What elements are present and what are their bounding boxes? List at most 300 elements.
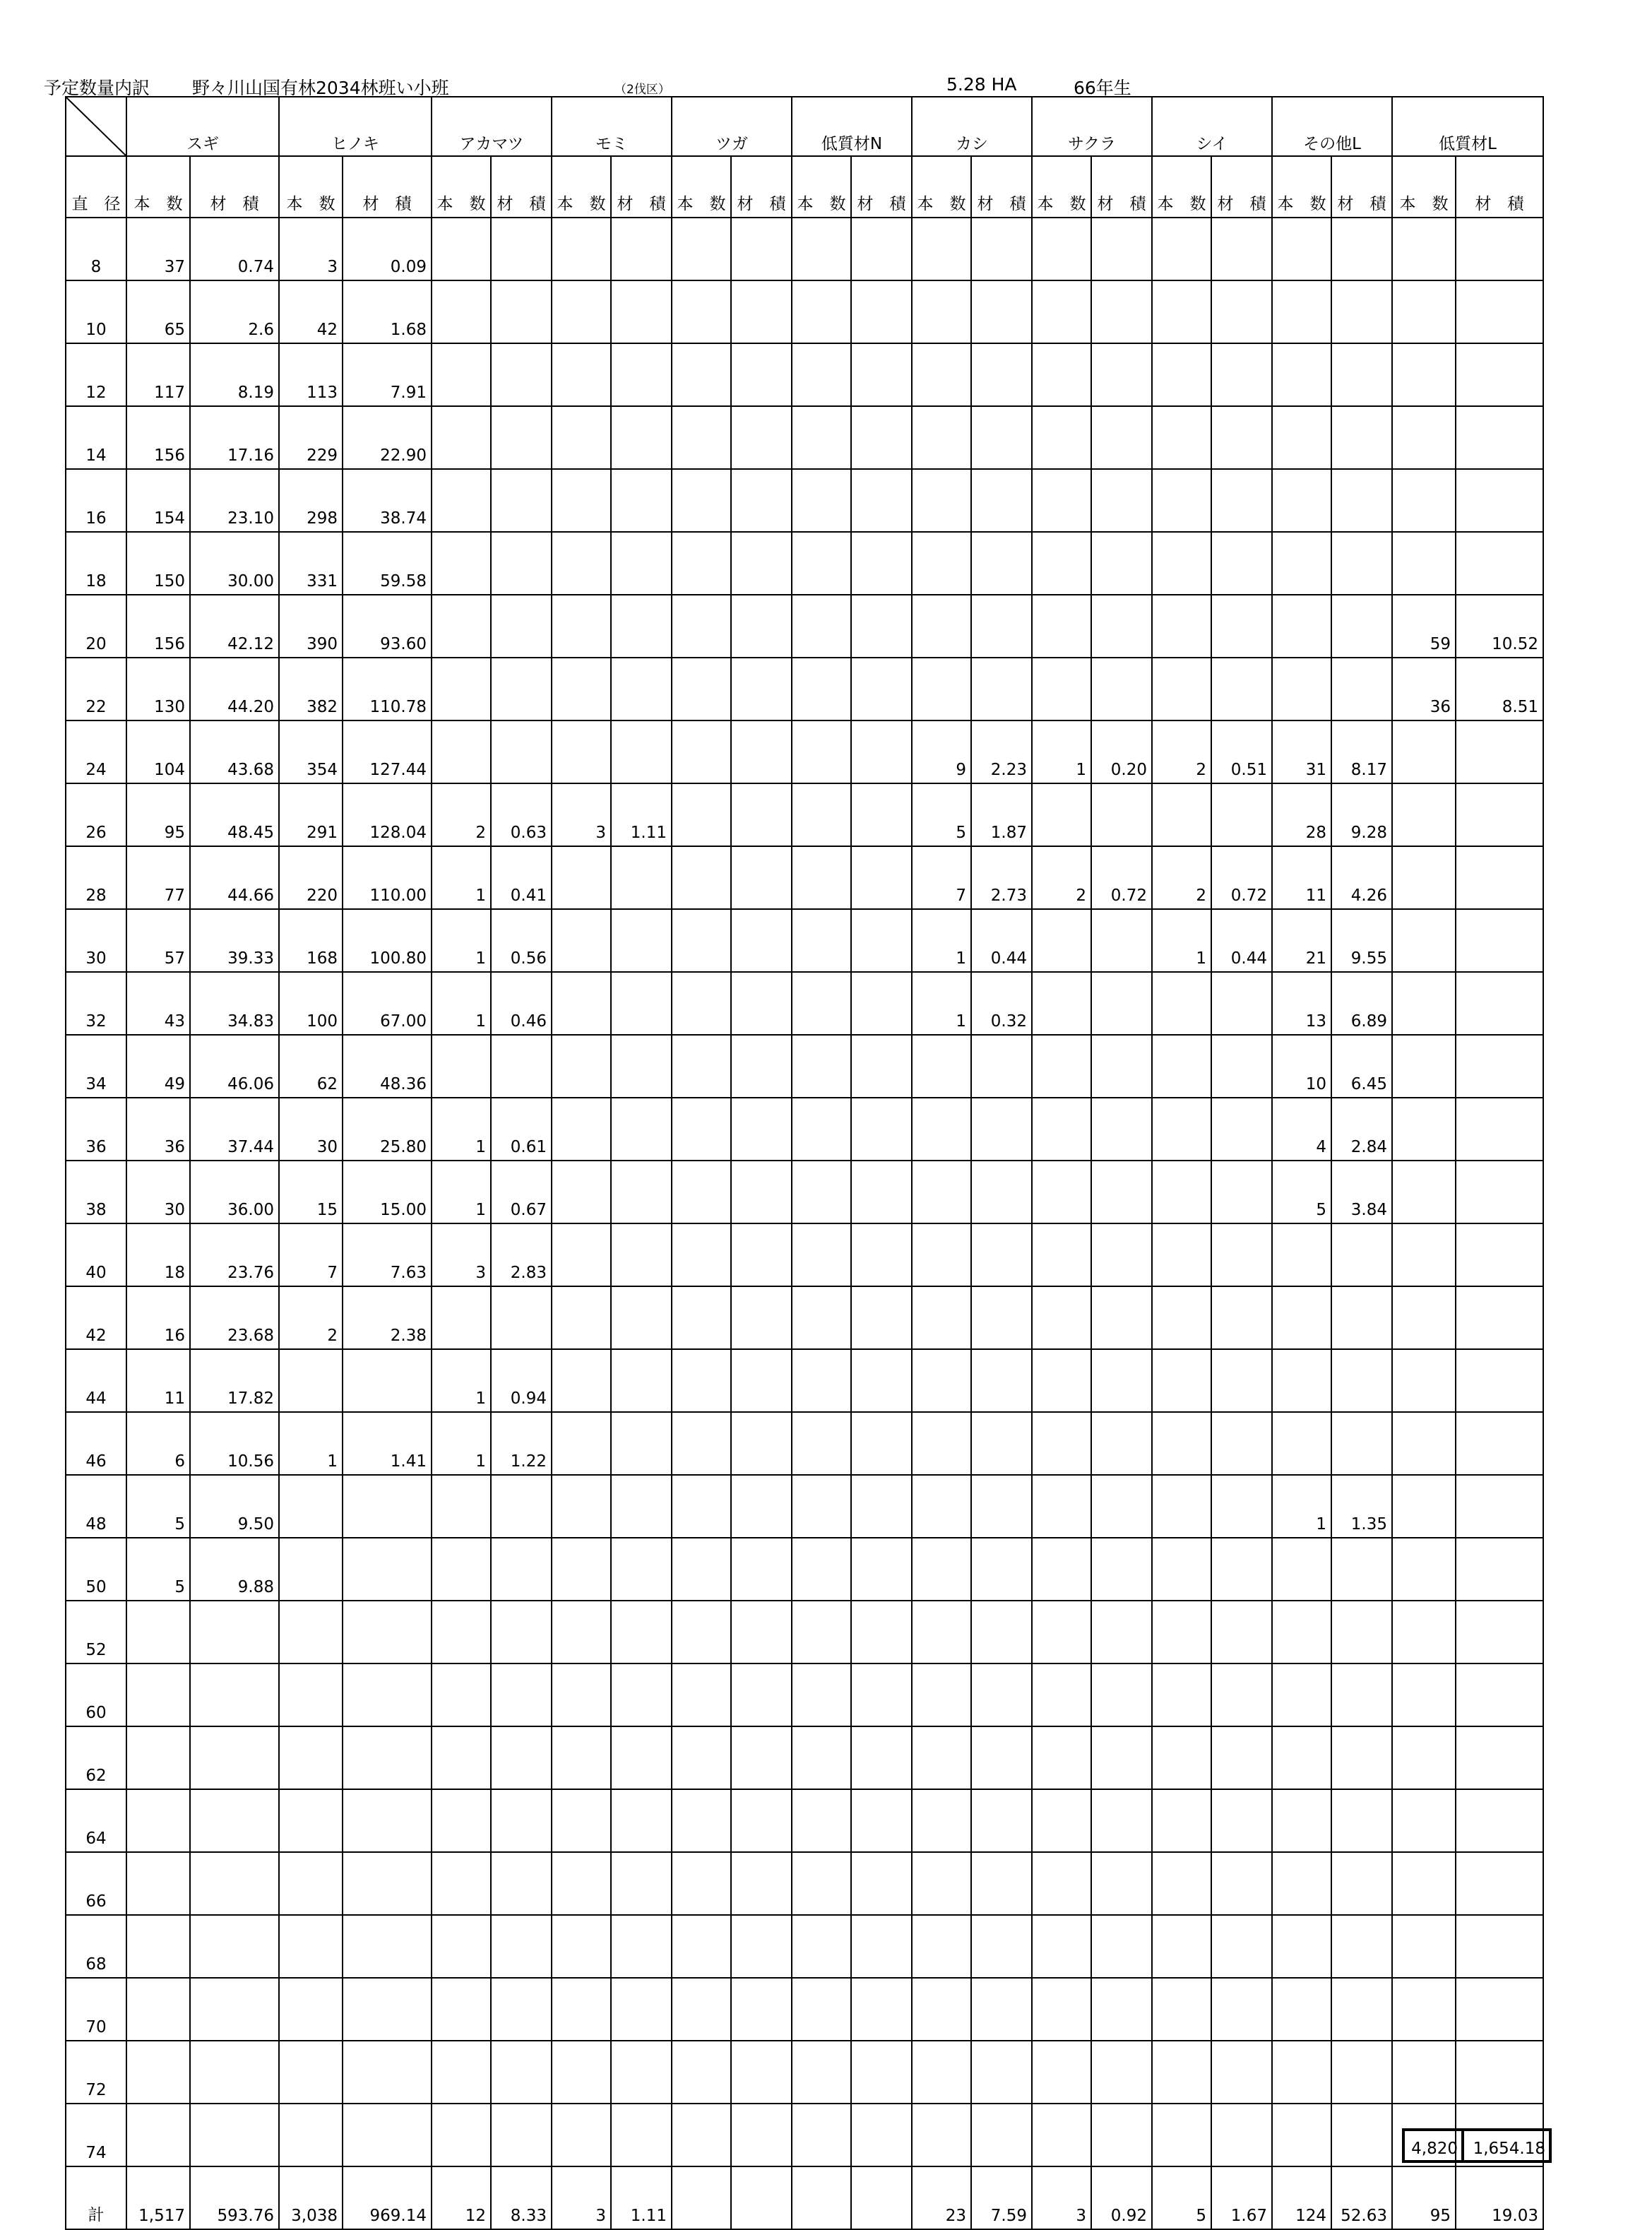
count-cell: 3 — [552, 2166, 611, 2229]
diameter-cell: 20 — [66, 595, 126, 658]
volume-cell: 48.36 — [343, 1035, 432, 1098]
volume-cell — [1091, 1349, 1152, 1412]
volume-cell: 23.68 — [190, 1286, 279, 1349]
volume-cell — [190, 1915, 279, 1978]
count-cell — [792, 846, 851, 909]
count-cell — [792, 909, 851, 972]
count-cell — [1272, 532, 1331, 595]
volume-cell — [731, 846, 792, 909]
volume-cell — [343, 1663, 432, 1726]
count-cell — [1032, 1223, 1091, 1286]
volume-cell — [190, 1978, 279, 2041]
count-cell — [552, 1978, 611, 2041]
count-cell: 13 — [1272, 972, 1331, 1035]
volume-cell — [1211, 1538, 1272, 1601]
count-cell — [279, 2104, 343, 2166]
count-cell — [912, 406, 971, 469]
count-cell — [792, 972, 851, 1035]
count-cell — [1152, 1098, 1211, 1161]
count-cell: 154 — [126, 469, 190, 532]
count-cell — [1032, 280, 1091, 343]
volume-cell: 0.74 — [190, 218, 279, 280]
volume-cell — [491, 343, 552, 406]
count-cell — [1272, 2104, 1331, 2166]
count-cell: 30 — [126, 1161, 190, 1223]
count-cell: 168 — [279, 909, 343, 972]
count-cell — [1272, 406, 1331, 469]
volume-cell — [1091, 1035, 1152, 1098]
count-cell — [912, 2104, 971, 2166]
count-cell — [672, 1663, 731, 1726]
count-cell — [912, 658, 971, 720]
volume-cell — [491, 1035, 552, 1098]
volume-cell — [1456, 783, 1543, 846]
volume-cell: 42.12 — [190, 595, 279, 658]
volume-cell — [343, 1978, 432, 2041]
table-row — [66, 280, 1543, 343]
count-cell: 5 — [912, 783, 971, 846]
count-cell — [1152, 1601, 1211, 1663]
volume-cell: 0.67 — [491, 1161, 552, 1223]
volume-cell: 6.89 — [1331, 972, 1392, 1035]
count-cell — [912, 1663, 971, 1726]
count-cell: 220 — [279, 846, 343, 909]
volume-cell: 39.33 — [190, 909, 279, 972]
count-cell — [1392, 406, 1456, 469]
count-cell: 36 — [126, 1098, 190, 1161]
diameter-cell: 64 — [66, 1789, 126, 1852]
count-cell: 37 — [126, 218, 190, 280]
volume-cell — [1091, 469, 1152, 532]
count-cell: 30 — [279, 1098, 343, 1161]
volume-cell — [731, 595, 792, 658]
volume-cell — [611, 469, 672, 532]
count-cell — [432, 595, 491, 658]
volume-cell — [611, 1852, 672, 1915]
volume-cell — [611, 1349, 672, 1412]
diameter-cell: 34 — [66, 1035, 126, 1098]
count-cell — [1032, 406, 1091, 469]
count-cell — [912, 1223, 971, 1286]
volume-cell — [1211, 783, 1272, 846]
count-cell — [1032, 218, 1091, 280]
volume-cell — [851, 1161, 912, 1223]
volume-cell — [1211, 406, 1272, 469]
count-cell — [912, 595, 971, 658]
volume-cell: 100.80 — [343, 909, 432, 972]
count-cell: 6 — [126, 1412, 190, 1475]
count-cell — [279, 1789, 343, 1852]
volume-cell — [611, 1915, 672, 1978]
count-cell — [672, 1098, 731, 1161]
count-cell: 1 — [279, 1412, 343, 1475]
table-row — [66, 1035, 1543, 1098]
count-cell — [552, 406, 611, 469]
volume-cell — [851, 1412, 912, 1475]
table-row — [66, 1538, 1543, 1601]
volume-cell — [1456, 343, 1543, 406]
volume-cell — [1456, 1098, 1543, 1161]
count-cell — [1032, 1852, 1091, 1915]
volume-cell — [1456, 1035, 1543, 1098]
volume-cell — [1331, 406, 1392, 469]
volume-cell: 17.16 — [190, 406, 279, 469]
volume-cell — [731, 972, 792, 1035]
count-cell — [672, 280, 731, 343]
column-subheader-row — [66, 156, 1543, 218]
count-cell: 31 — [1272, 720, 1331, 783]
count-cell — [792, 406, 851, 469]
volume-cell: 0.61 — [491, 1098, 552, 1161]
count-cell — [912, 1098, 971, 1161]
volume-breakdown-table — [65, 96, 1544, 2230]
total-row — [66, 2166, 1543, 2229]
count-cell — [672, 972, 731, 1035]
volume-cell — [611, 2104, 672, 2166]
count-cell — [279, 1475, 343, 1538]
count-cell — [279, 1349, 343, 1412]
volume-cell — [971, 1915, 1032, 1978]
volume-cell — [1456, 1663, 1543, 1726]
volume-cell — [1211, 1915, 1272, 1978]
count-cell: 95 — [126, 783, 190, 846]
count-cell: 10 — [1272, 1035, 1331, 1098]
count-cell — [672, 1161, 731, 1223]
count-cell — [672, 469, 731, 532]
count-cell — [792, 1663, 851, 1726]
count-cell — [1392, 1349, 1456, 1412]
volume-cell — [190, 1789, 279, 1852]
table-row — [66, 1789, 1543, 1852]
count-cell — [552, 1601, 611, 1663]
volume-cell: 0.46 — [491, 972, 552, 1035]
volume-cell — [1091, 1286, 1152, 1349]
count-cell — [1032, 2104, 1091, 2166]
volume-cell — [1331, 1852, 1392, 1915]
diameter-cell: 68 — [66, 1915, 126, 1978]
volume-cell — [343, 1349, 432, 1412]
volume-cell: 1.68 — [343, 280, 432, 343]
count-cell — [1032, 1412, 1091, 1475]
volume-cell — [731, 2041, 792, 2104]
count-cell — [1032, 469, 1091, 532]
volume-cell — [1331, 1223, 1392, 1286]
cutting-district: （2伐区） — [614, 83, 670, 97]
count-cell: 390 — [279, 595, 343, 658]
count-cell: 331 — [279, 532, 343, 595]
volume-cell — [731, 1286, 792, 1349]
volume-cell: 8.19 — [190, 343, 279, 406]
volume-cell — [1331, 1726, 1392, 1789]
diameter-cell: 28 — [66, 846, 126, 909]
volume-cell — [491, 2104, 552, 2166]
volume-cell — [1331, 595, 1392, 658]
count-cell — [1392, 1726, 1456, 1789]
count-cell — [126, 1915, 190, 1978]
diameter-cell: 72 — [66, 2041, 126, 2104]
count-cell: 104 — [126, 720, 190, 783]
count-cell — [1032, 1915, 1091, 1978]
count-cell — [552, 1915, 611, 1978]
count-cell — [792, 1852, 851, 1915]
count-cell — [792, 595, 851, 658]
volume-cell — [1211, 343, 1272, 406]
volume-cell — [971, 343, 1032, 406]
volume-cell — [1331, 1978, 1392, 2041]
species-header: アカマツ — [432, 97, 552, 156]
volume-cell — [611, 1475, 672, 1538]
count-cell — [672, 343, 731, 406]
volume-cell — [971, 2041, 1032, 2104]
volume-cell — [611, 1789, 672, 1852]
count-cell: 156 — [126, 595, 190, 658]
count-cell — [1392, 1789, 1456, 1852]
count-cell — [1392, 783, 1456, 846]
volume-cell: 0.92 — [1091, 2166, 1152, 2229]
volume-cell: 8.33 — [491, 2166, 552, 2229]
count-cell — [1272, 1852, 1331, 1915]
count-cell — [672, 783, 731, 846]
volume-cell — [1211, 1601, 1272, 1663]
volume-cell — [1456, 1475, 1543, 1538]
count-cell — [912, 2041, 971, 2104]
count-cell — [432, 1978, 491, 2041]
volume-cell — [971, 1412, 1032, 1475]
count-cell — [1272, 1601, 1331, 1663]
count-cell — [1392, 846, 1456, 909]
volume-cell — [851, 343, 912, 406]
volume-cell: 0.51 — [1211, 720, 1272, 783]
volume-cell — [611, 2041, 672, 2104]
diameter-cell: 60 — [66, 1663, 126, 1726]
volume-cell — [1456, 1852, 1543, 1915]
volume-cell — [971, 1852, 1032, 1915]
volume-cell — [611, 406, 672, 469]
volume-cell: 2.84 — [1331, 1098, 1392, 1161]
volume-cell: 30.00 — [190, 532, 279, 595]
diameter-cell: 26 — [66, 783, 126, 846]
count-cell: 23 — [912, 2166, 971, 2229]
count-cell — [126, 1852, 190, 1915]
volume-cell — [1456, 406, 1543, 469]
volume-cell: 593.76 — [190, 2166, 279, 2229]
count-cell — [1152, 1726, 1211, 1789]
volume-cell: 46.06 — [190, 1035, 279, 1098]
count-cell — [552, 1223, 611, 1286]
count-cell — [552, 1852, 611, 1915]
count-cell — [552, 280, 611, 343]
volume-cell — [1091, 658, 1152, 720]
count-cell — [1392, 218, 1456, 280]
volume-cell — [731, 532, 792, 595]
volume-cell: 127.44 — [343, 720, 432, 783]
diameter-cell: 46 — [66, 1412, 126, 1475]
count-cell — [279, 1726, 343, 1789]
volume-cell — [1456, 1789, 1543, 1852]
count-cell — [432, 469, 491, 532]
table-row — [66, 1286, 1543, 1349]
volume-cell — [190, 2104, 279, 2166]
count-cell — [912, 1852, 971, 1915]
count-cell — [1152, 1475, 1211, 1538]
volume-cell — [1211, 972, 1272, 1035]
count-header: 本 数 — [279, 156, 343, 218]
volume-cell — [491, 1852, 552, 1915]
volume-cell — [1456, 846, 1543, 909]
species-header: モミ — [552, 97, 672, 156]
volume-cell: 0.44 — [1211, 909, 1272, 972]
table-row — [66, 1412, 1543, 1475]
volume-cell — [491, 2041, 552, 2104]
count-cell — [1152, 406, 1211, 469]
count-cell: 95 — [1392, 2166, 1456, 2229]
volume-header: 材 積 — [731, 156, 792, 218]
volume-cell — [851, 846, 912, 909]
count-cell — [279, 1663, 343, 1726]
count-cell — [432, 2104, 491, 2166]
volume-cell — [611, 1978, 672, 2041]
volume-cell — [851, 658, 912, 720]
count-cell — [672, 1475, 731, 1538]
count-cell — [552, 1663, 611, 1726]
volume-cell — [343, 1601, 432, 1663]
count-cell — [912, 1538, 971, 1601]
count-cell — [792, 658, 851, 720]
volume-cell — [1331, 1789, 1392, 1852]
count-cell — [1272, 1915, 1331, 1978]
report-title: 予定数量内訳 — [44, 78, 150, 98]
diagonal-line — [66, 97, 126, 155]
count-cell — [1272, 1286, 1331, 1349]
volume-cell — [971, 406, 1032, 469]
count-cell — [1152, 1349, 1211, 1412]
volume-cell — [1456, 1978, 1543, 2041]
count-cell — [432, 1035, 491, 1098]
count-cell — [912, 1978, 971, 2041]
volume-cell — [1331, 1601, 1392, 1663]
volume-cell: 1.67 — [1211, 2166, 1272, 2229]
volume-cell: 0.94 — [491, 1349, 552, 1412]
count-cell: 1 — [432, 1412, 491, 1475]
volume-cell — [971, 218, 1032, 280]
volume-cell — [851, 1286, 912, 1349]
volume-cell — [1211, 1035, 1272, 1098]
diameter-cell: 50 — [66, 1538, 126, 1601]
count-cell — [1032, 1161, 1091, 1223]
volume-cell — [491, 1538, 552, 1601]
count-cell — [1392, 1475, 1456, 1538]
volume-cell: 0.72 — [1091, 846, 1152, 909]
count-header: 本 数 — [432, 156, 491, 218]
volume-cell — [491, 218, 552, 280]
volume-cell — [971, 1663, 1032, 1726]
count-cell: 43 — [126, 972, 190, 1035]
species-header: その他L — [1272, 97, 1392, 156]
volume-cell — [971, 532, 1032, 595]
count-cell: 28 — [1272, 783, 1331, 846]
count-cell — [552, 846, 611, 909]
volume-cell — [971, 469, 1032, 532]
count-cell: 36 — [1392, 658, 1456, 720]
volume-cell — [851, 1915, 912, 1978]
count-cell — [672, 1349, 731, 1412]
volume-cell: 9.28 — [1331, 783, 1392, 846]
volume-cell: 110.00 — [343, 846, 432, 909]
count-cell — [1392, 532, 1456, 595]
volume-cell: 1.11 — [611, 783, 672, 846]
count-cell — [1152, 532, 1211, 595]
count-cell: 2 — [432, 783, 491, 846]
count-cell — [1392, 1601, 1456, 1663]
count-cell — [1272, 1726, 1331, 1789]
volume-cell — [731, 1789, 792, 1852]
table-row — [66, 343, 1543, 406]
volume-cell — [491, 1915, 552, 1978]
count-header: 本 数 — [912, 156, 971, 218]
volume-cell: 9.50 — [190, 1475, 279, 1538]
stand-age: 66年生 — [1074, 78, 1131, 98]
volume-cell — [851, 1726, 912, 1789]
volume-cell — [1456, 972, 1543, 1035]
volume-cell — [1331, 1538, 1392, 1601]
diameter-cell: 12 — [66, 343, 126, 406]
count-header: 本 数 — [1392, 156, 1456, 218]
count-cell — [1152, 1915, 1211, 1978]
volume-cell: 23.76 — [190, 1223, 279, 1286]
volume-cell: 10.52 — [1456, 595, 1543, 658]
count-cell — [672, 218, 731, 280]
count-cell — [1272, 1978, 1331, 2041]
count-cell — [912, 1412, 971, 1475]
count-cell — [1032, 2041, 1091, 2104]
count-cell — [912, 343, 971, 406]
volume-cell — [1211, 218, 1272, 280]
count-cell — [912, 1915, 971, 1978]
diameter-cell: 8 — [66, 218, 126, 280]
volume-cell — [1456, 532, 1543, 595]
count-cell — [1392, 469, 1456, 532]
volume-cell: 0.56 — [491, 909, 552, 972]
species-header: カシ — [912, 97, 1032, 156]
volume-cell — [190, 2041, 279, 2104]
volume-cell — [851, 1475, 912, 1538]
volume-cell — [1456, 280, 1543, 343]
count-cell — [1392, 1915, 1456, 1978]
volume-cell: 15.00 — [343, 1161, 432, 1223]
diameter-cell: 10 — [66, 280, 126, 343]
count-cell — [1032, 1475, 1091, 1538]
count-cell — [1392, 1538, 1456, 1601]
volume-cell — [1456, 218, 1543, 280]
area-label: 5.28 HA — [946, 74, 1017, 95]
volume-cell: 93.60 — [343, 595, 432, 658]
count-cell — [792, 1726, 851, 1789]
volume-cell — [611, 720, 672, 783]
count-cell: 2 — [1032, 846, 1091, 909]
volume-cell — [1091, 2041, 1152, 2104]
volume-cell — [731, 406, 792, 469]
volume-cell — [1091, 1098, 1152, 1161]
count-cell — [1392, 1161, 1456, 1223]
volume-cell — [731, 1098, 792, 1161]
table-row — [66, 1726, 1543, 1789]
volume-cell: 1.87 — [971, 783, 1032, 846]
count-cell — [1152, 1538, 1211, 1601]
volume-cell — [851, 1601, 912, 1663]
count-cell — [1032, 595, 1091, 658]
volume-header: 材 積 — [851, 156, 912, 218]
volume-cell: 67.00 — [343, 972, 432, 1035]
